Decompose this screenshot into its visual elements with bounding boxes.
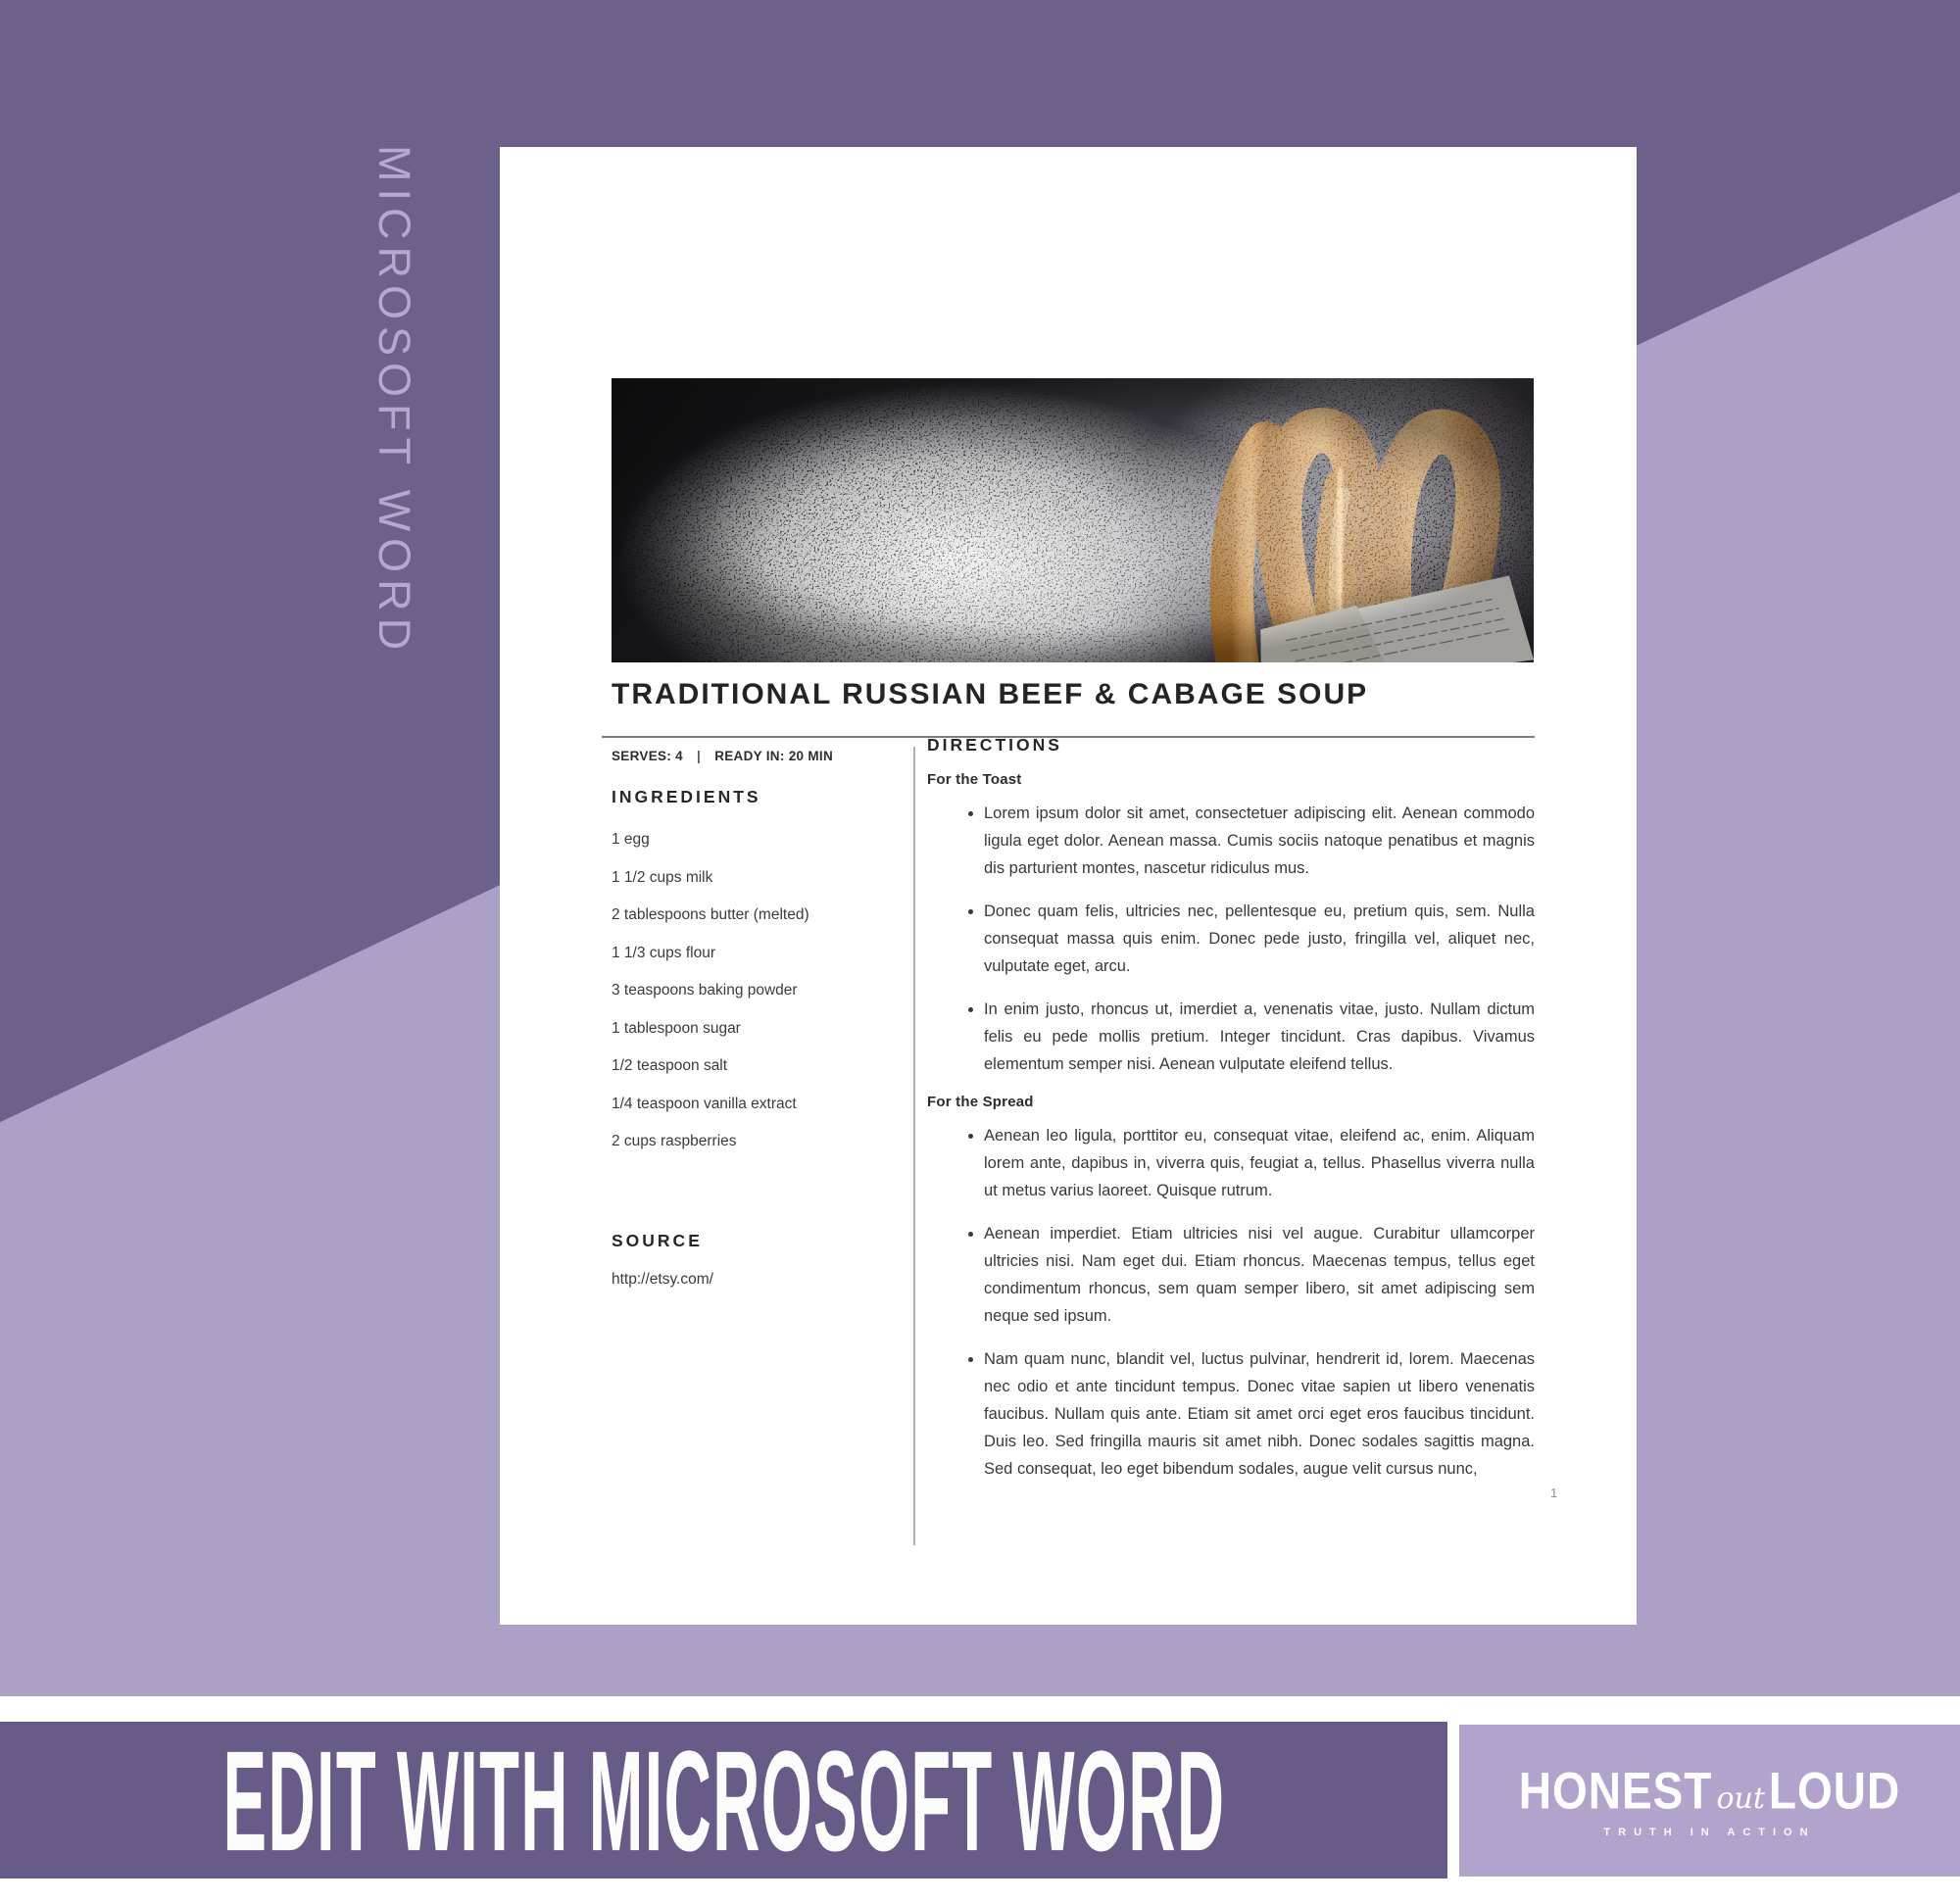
directions-section-heading: For the Spread: [927, 1094, 1034, 1110]
directions-bullet-list: [927, 800, 1535, 1078]
side-vertical-label: MICROSOFT WORD: [369, 145, 419, 658]
recipe-photo: [612, 378, 1534, 662]
ingredient-item: 1/4 teaspoon vanilla extract: [612, 1095, 797, 1112]
bottom-banner: [0, 1722, 1447, 1878]
directions-section-heading: For the Toast: [927, 771, 1022, 788]
document-page: [500, 147, 1637, 1625]
direction-bullet: • In enim justo, rhoncus ut, imerdiet a, venenatis vitae, justo. Nullam dictum felis eu pede mollis pretium. Integer tincidunt. Cras dapibus. Vivamus elementum semper nisi. Aenean vulputate eleifend tellus.: [984, 996, 1535, 1078]
direction-bullet: • Donec quam felis, ultricies nec, pellentesque eu, pretium quis, sem. Nulla consequat massa quis enim. Donec pede justo, fringilla vel, aliquet nec, vulputate eget, arcu.: [984, 898, 1535, 980]
ingredient-item: 1 egg: [612, 831, 650, 848]
directions-section: [927, 771, 1535, 1078]
source-block: [612, 1231, 713, 1289]
column-divider: [913, 747, 915, 1545]
serves-label: SERVES: 4: [612, 749, 683, 763]
serves-info: [612, 749, 906, 763]
directions-heading: DIRECTIONS: [927, 735, 1062, 755]
ingredients-heading: INGREDIENTS: [612, 787, 761, 806]
direction-bullet: • Aenean leo ligula, porttitor eu, consequat vitae, eleifend ac, enim. Aliquam lorem ante, dapibus in, viverra quis, feugiat a, tellus. Phasellus viverra nulla ut metus varius laoreet. Quisque rutrum.: [984, 1122, 1535, 1204]
direction-bullet: • Aenean imperdiet. Etiam ultricies nisi vel augue. Curabitur ullamcorper ultricies nisi. Nam eget dui. Etiam rhoncus. Maecenas tempus, tellus eget condimentum rhoncus, sem quam semper libero, sit amet adipiscing sem neque sed ipsum.: [984, 1220, 1535, 1330]
directions-column: [927, 735, 1535, 1498]
ingredient-item: 1/2 teaspoon salt: [612, 1057, 728, 1074]
ingredient-item: 2 tablespoons butter (melted): [612, 906, 809, 923]
brand-logo: [1518, 1760, 1901, 1820]
direction-bullet: • Nam quam nunc, blandit vel, luctus pulvinar, hendrerit id, lorem. Maecenas nec odio et ante tincidunt tempus. Donec vitae sapien ut libero venenatis faucibus. Nullam quis ante. Etiam sit amet orci eget eros faucibus tincidunt. Duis leo. Sed fringilla mauris sit amet nibh. Donec sodales sagittis magna. Sed consequat, leo eget bibendum sodales, augue velit cursus nunc,: [984, 1345, 1535, 1483]
left-column: [612, 749, 906, 1161]
serves-separator: |: [697, 749, 702, 763]
direction-bullet: • Lorem ipsum dolor sit amet, consectetuer adipiscing elit. Aenean commodo ligula eget dolor. Aenean massa. Cumis sociis natoque penatibus et magnis dis parturient montes, nascetur ridiculus mus.: [984, 800, 1535, 882]
churros-photo-illustration: [612, 378, 1534, 662]
brand-logo-box: [1459, 1725, 1960, 1877]
ready-in-label: READY IN: 20 MIN: [714, 749, 834, 763]
source-url: http://etsy.com/: [612, 1271, 713, 1288]
ingredients-list: [612, 821, 906, 1161]
logo-honest: HONEST: [1518, 1760, 1713, 1820]
directions-sections: [927, 771, 1535, 1483]
source-heading: SOURCE: [612, 1231, 703, 1250]
ingredient-item: 3 teaspoons baking powder: [612, 982, 798, 999]
page-number: 1: [1550, 1486, 1558, 1500]
logo-tagline: TRUTH IN ACTION: [1603, 1826, 1816, 1838]
ingredient-item: 1 tablespoon sugar: [612, 1019, 741, 1037]
logo-loud: LOUD: [1768, 1760, 1901, 1820]
ingredient-item: 2 cups raspberries: [612, 1133, 737, 1149]
directions-bullet-list: [927, 1122, 1535, 1483]
recipe-title: TRADITIONAL RUSSIAN BEEF & CABAGE SOUP: [612, 678, 1369, 710]
logo-out: out: [1716, 1780, 1765, 1816]
ingredient-item: 1 1/2 cups milk: [612, 868, 713, 886]
banner-label: EDIT WITH MICROSOFT WORD: [222, 1720, 1225, 1880]
directions-section: [927, 1094, 1535, 1483]
ingredient-item: 1 1/3 cups flour: [612, 944, 715, 961]
